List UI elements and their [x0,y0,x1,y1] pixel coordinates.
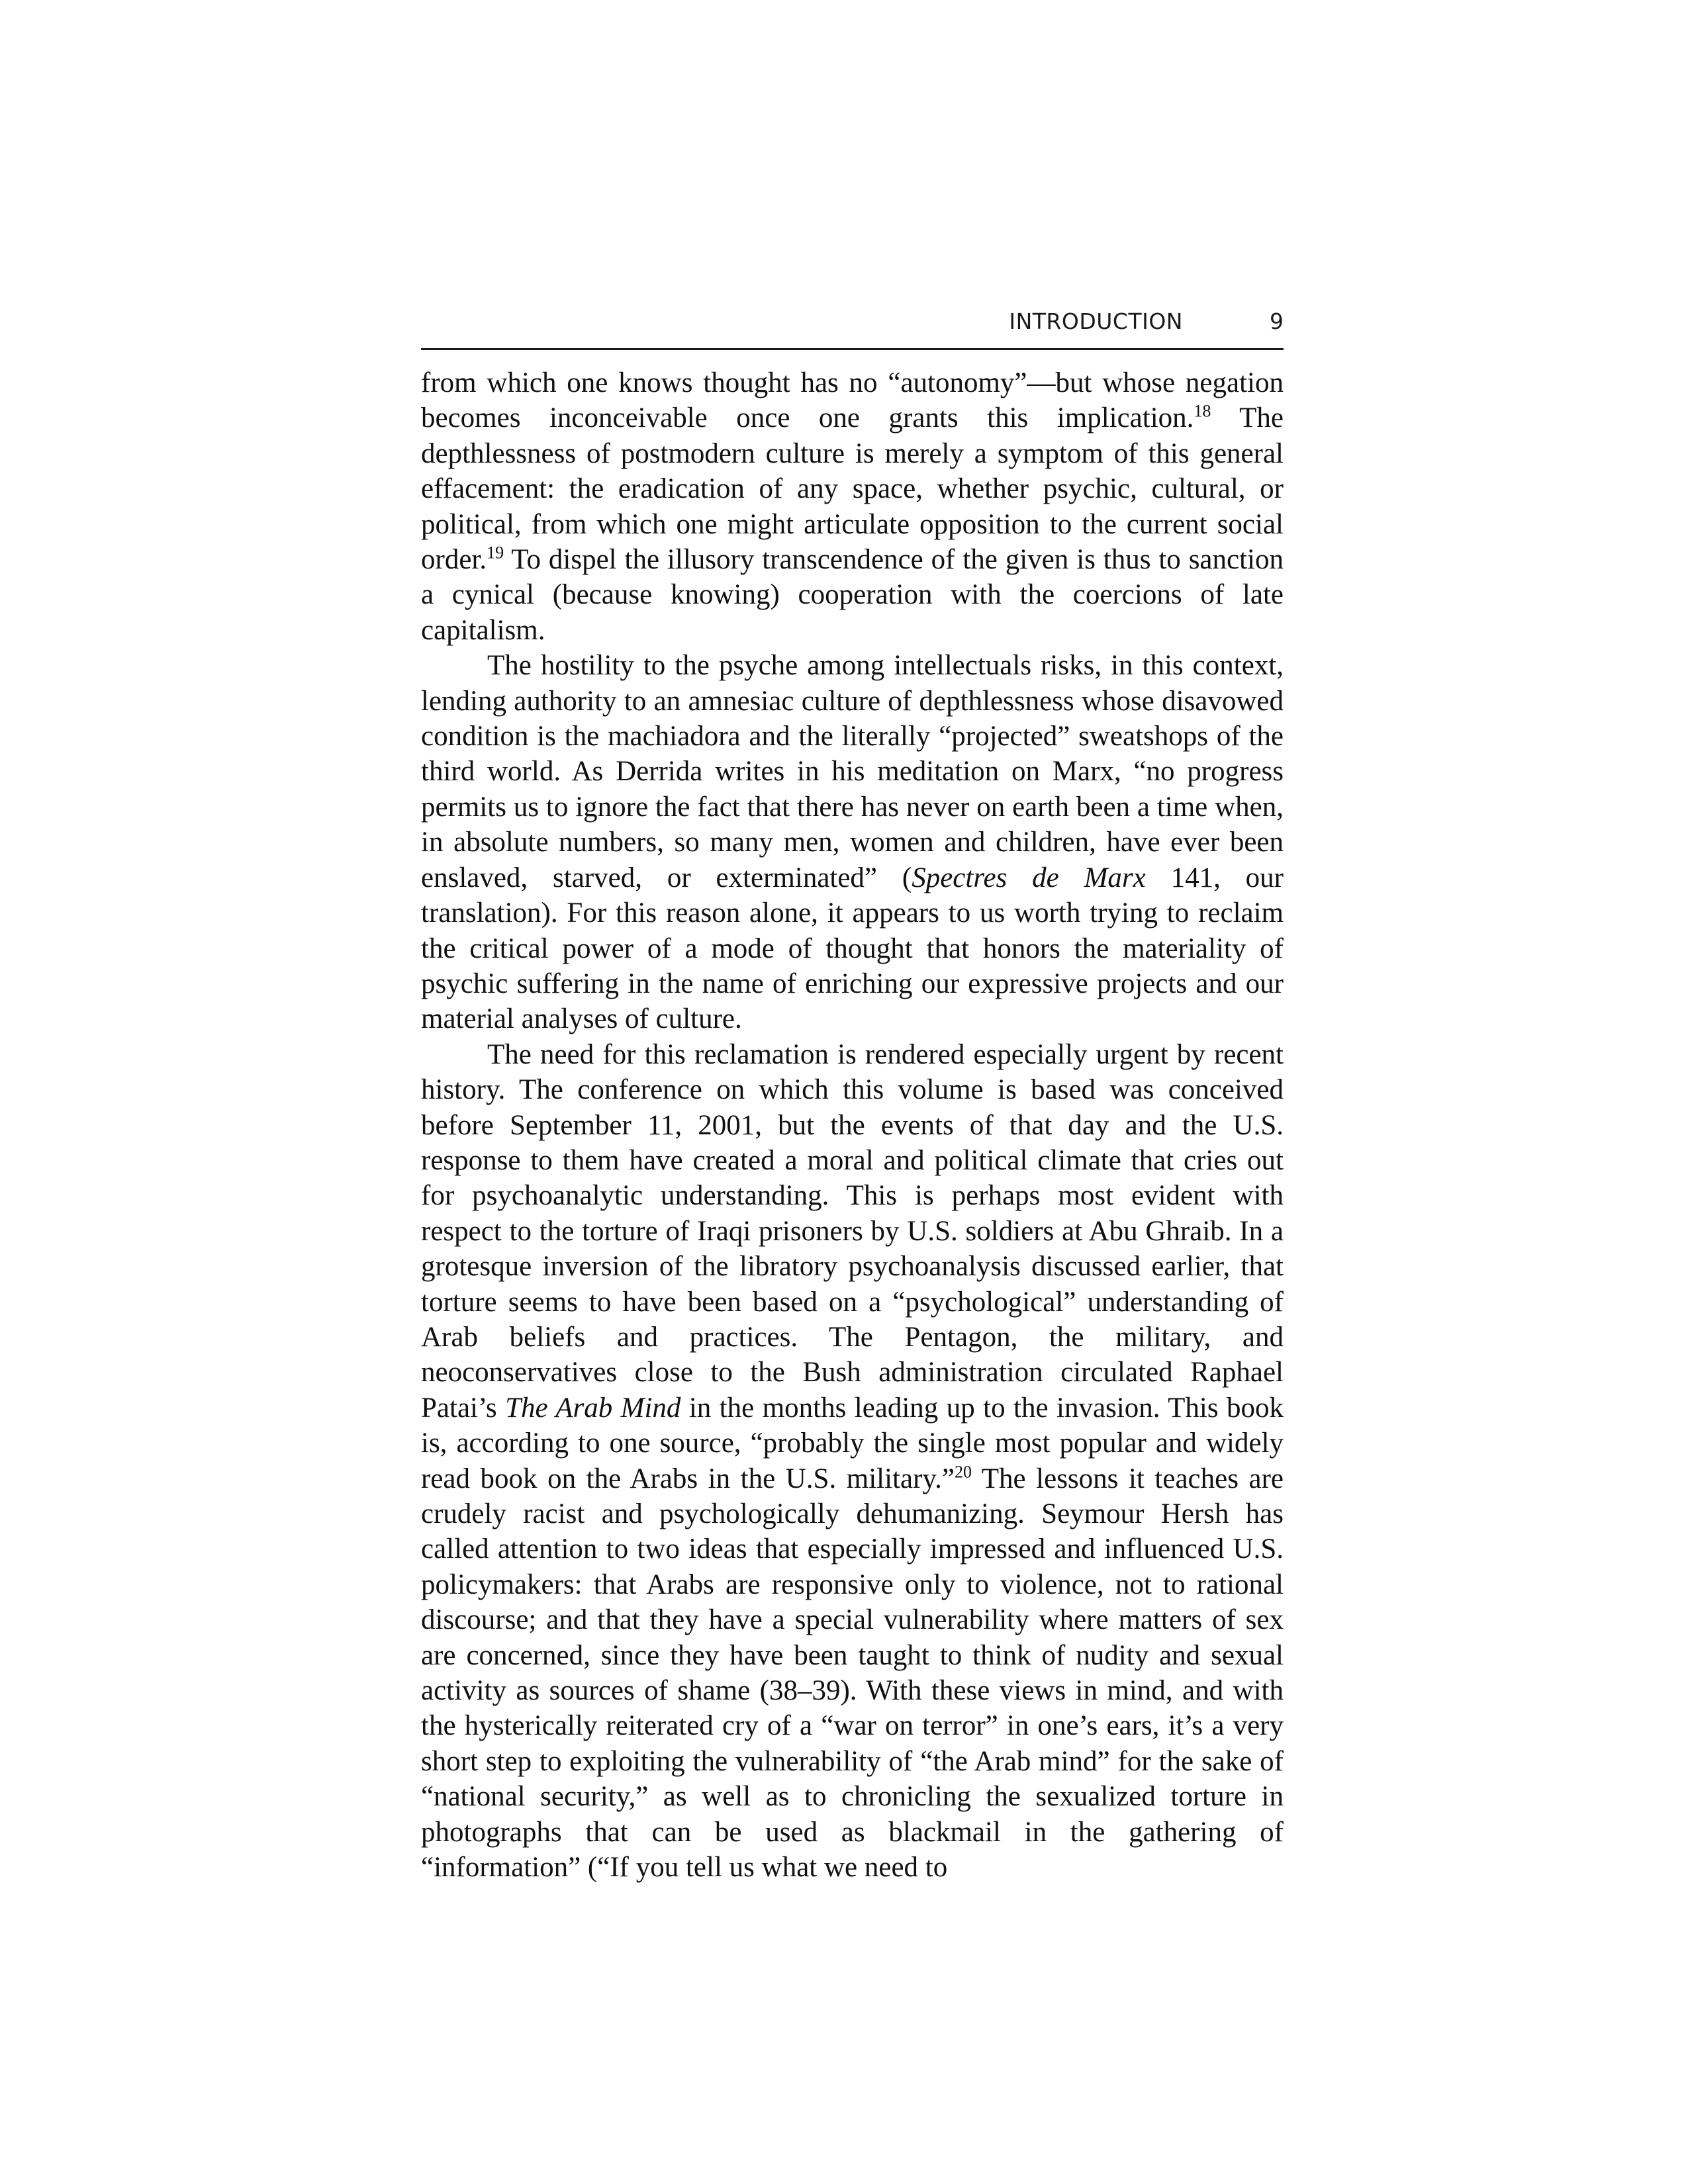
text-run: To dispel the illusory transcendence of the given is thus to sanction a cynical (because knowing) cooperation with the coercions of late capitalism. [421,544,1284,646]
header-rule [421,348,1284,350]
footnote-ref-18: 18 [1194,402,1211,422]
footnote-ref-19: 19 [487,543,504,563]
footnote-ref-20: 20 [954,1462,972,1482]
text-run: The hostility to the psyche among intellectuals risks, in this context, lending authority to an amnesiac culture of depthlessness whose disavowed condition is the machiadora and the literally “projected” sweatshops of the third world. As Derrida writes in his meditation on Marx, “no progress permits us to ignore the fact that there has never on earth been a time when, in absolute numbers, so many men, women and children, have ever been enslaved, starved, or exterminated” ( [421,650,1284,893]
running-head [421,303,1284,343]
text-run: The lessons it teaches are crudely racist and psychologically dehumanizing. Seymour Hersh has called attention to two ideas that especially impressed and influenced U.S. policymakers: that Arabs are responsive only to violence, not to rational discourse; and that they have a special vulnerability where matters of sex are concerned, since they have been taught to think of nudity and sexual activity as sources of shame (38–39). With these views in mind, and with the hysterically reiterated cry of a “war on terror” in one’s ears, it’s a very short step to exploiting the vulnerability of “the Arab mind” for the sake of “national security,” as well as to chronicling the sexualized torture in photographs that can be used as blackmail in the gathering of “information” (“If you tell us what we need to [421,1463,1284,1884]
text-run: from which one knows thought has no “autonomy”—but whose negation becomes inconceivable once one grants this implication. [421,367,1284,434]
paragraph-1 [421,365,1284,648]
text-run: in the months leading up to the invasion. This book is, according to one source, “probably the single most popular and widely read book on the Arabs in the U.S. military.” [421,1392,1284,1494]
body-text [421,365,1284,1885]
text-run: The need for this reclamation is rendered especially urgent by recent history. The conference on which this volume is based was conceived before September 11, 2001, but the events of that day and the U.S. response to them have created a moral and political climate that cries out for psychoanalytic understanding. This is perhaps most evident with respect to the torture of Iraqi prisoners by U.S. soldiers at Abu Ghraib. In a grotesque inversion of the libratory psychoanalysis discussed earlier, that torture seems to have been based on a “psychological” understanding of Arab beliefs and practices. The Pentagon, the military, and neoconservatives close to the Bush administration circulated Raphael Patai’s [421,1038,1284,1424]
paragraph-3 [421,1037,1284,1886]
paragraph-2 [421,648,1284,1036]
page-number: 9 [1270,308,1284,334]
text-run: 141, our translation). For this reason alone, it appears to us worth trying to reclaim the critical power of a mode of thought that honors the materiality of psychic suffering in the name of enriching our expressive projects and our material analyses of culture. [421,862,1284,1035]
section-title: INTRODUCTION [1009,308,1183,334]
book-title-italic: The Arab Mind [505,1392,681,1424]
book-title-italic: Spectres de Marx [912,862,1146,893]
text-run: The depthlessness of postmodern culture is merely a symptom of this general effacement: the eradication of any space, whether psychic, cultural, or political, from which one might articulate opposition to the current social order. [421,402,1284,576]
